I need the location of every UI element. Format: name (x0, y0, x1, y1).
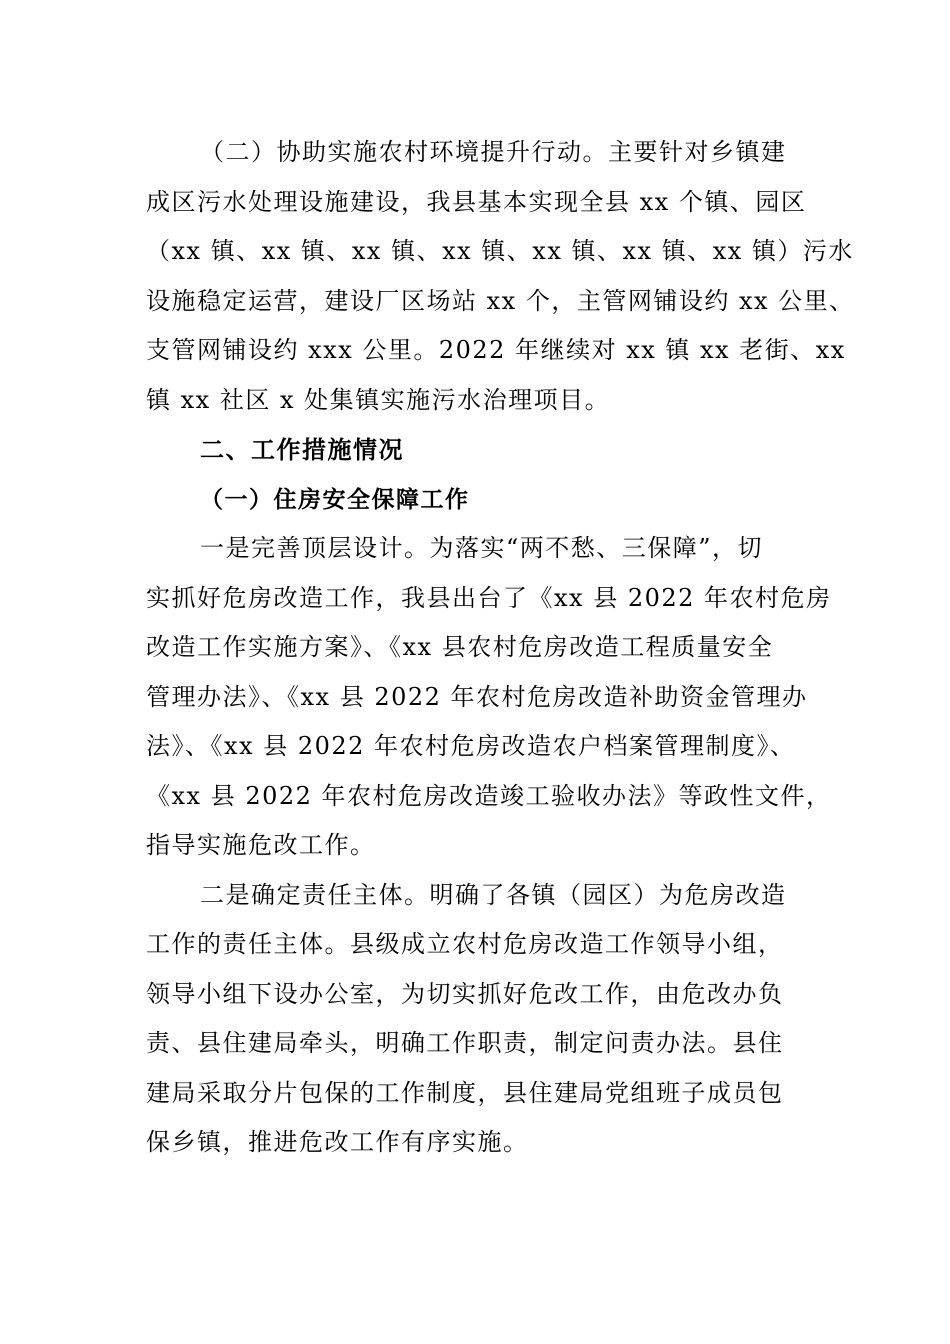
paragraph-3-line-2: 工作的责任主体。县级成立农村危房改造工作领导小组， (146, 930, 784, 958)
paragraph-3-line-6: 保乡镇，推进危改工作有序实施。 (146, 1128, 529, 1156)
paragraph-2-line-1: 一是完善顶层设计。为落实“两不愁、三保障”，切 (200, 534, 764, 562)
paragraph-1-line-6: 镇 xx 社区 x 处集镇实施污水治理项目。 (146, 385, 611, 414)
paragraph-2-line-7: 指导实施危改工作。 (146, 831, 376, 859)
paragraph-3-line-1: 二是确定责任主体。明确了各镇（园区）为危房改造 (200, 880, 787, 909)
paragraph-1-line-2: 成区污水处理设施建设，我县基本实现全县 xx 个镇、园区 (146, 187, 807, 216)
paragraph-1-line-5: 支管网铺设约 xxx 公里。2022 年继续对 xx 镇 xx 老街、xx (146, 336, 846, 364)
paragraph-2-line-4: 管理办法》、《xx 县 2022 年农村危房改造补助资金管理办 (146, 682, 808, 711)
paragraph-1-line-1: （二）协助实施农村环境提升行动。主要针对乡镇建 (200, 138, 787, 166)
section-heading: 二、工作措施情况 (200, 435, 404, 464)
paragraph-1-line-4: 设施稳定运营，建设厂区场站 xx 个，主管网铺设约 xx 公里、 (146, 286, 855, 315)
paragraph-2-line-5: 法》、《xx 县 2022 年农村危房改造农户档案管理制度》、 (146, 732, 796, 760)
subsection-heading: （一）住房安全保障工作 (200, 485, 470, 513)
paragraph-1-line-3: （xx 镇、xx 镇、xx 镇、xx 镇、xx 镇、xx 镇、xx 镇）污水 (146, 237, 854, 265)
paragraph-2-line-3: 改造工作实施方案》、《xx 县农村危房改造工程质量安全 (146, 633, 774, 661)
paragraph-3-line-4: 责、县住建局牵头，明确工作职责，制定问责办法。县住 (146, 1029, 784, 1057)
paragraph-3-line-5: 建局采取分片包保的工作制度，县住建局党组班子成员包 (146, 1078, 784, 1107)
paragraph-2-line-6: 《xx 县 2022 年农村危房改造竣工验收办法》等政性文件， (146, 781, 832, 810)
paragraph-2-line-2: 实抓好危房改造工作，我县出台了《xx 县 2022 年农村危房 (146, 583, 832, 612)
paragraph-3-line-3: 领导小组下设办公室，为切实抓好危改工作，由危改办负 (146, 979, 784, 1008)
